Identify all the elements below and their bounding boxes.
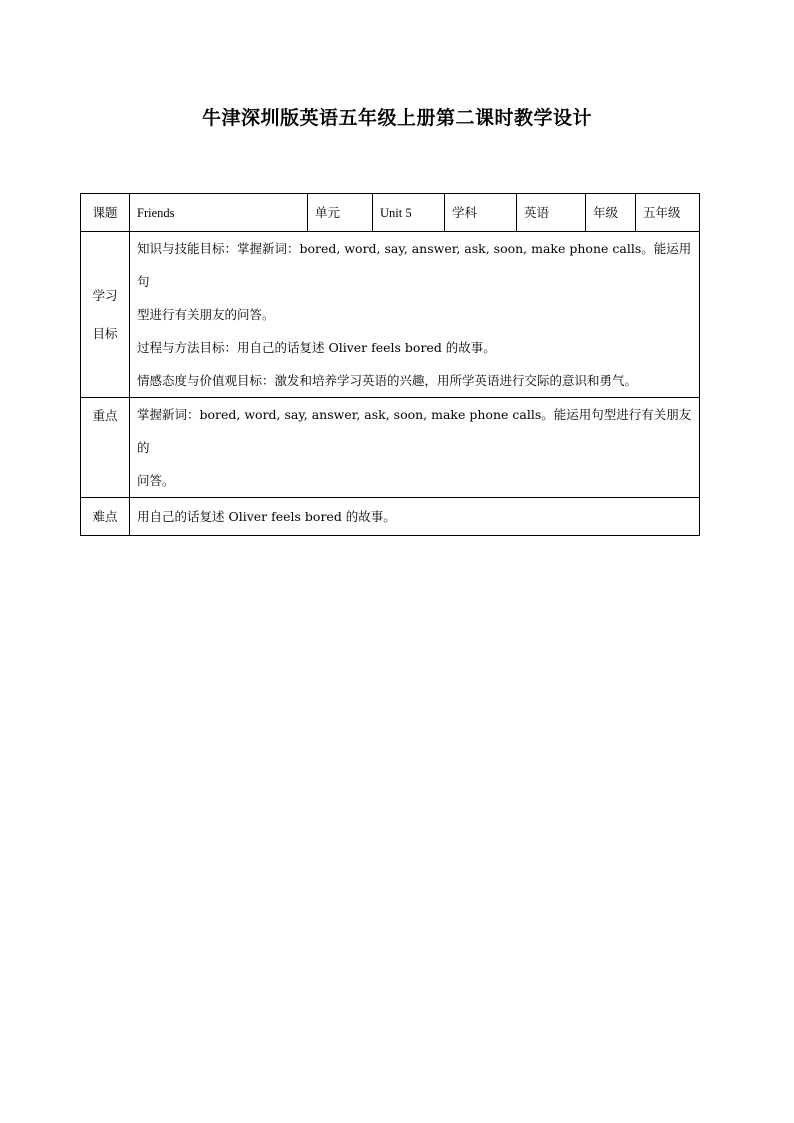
topic-label: 课题 bbox=[81, 194, 130, 232]
key-points-line1: 掌握新词：bored, word, say, answer, ask, soon, make phone calls。能运用句型进行有关朋友的 bbox=[137, 407, 692, 455]
key-points-line2: 问答。 bbox=[137, 473, 175, 488]
key-points-row bbox=[81, 398, 700, 498]
subject-label: 学科 bbox=[445, 194, 517, 232]
subject-value: 英语 bbox=[517, 194, 586, 232]
unit-value: Unit 5 bbox=[373, 194, 445, 232]
goals-row bbox=[81, 232, 700, 398]
knowledge-goal-line1: 知识与技能目标：掌握新词：bored, word, say, answer, ask, soon, make phone calls。能运用句 bbox=[137, 241, 692, 289]
document-title: 牛津深圳版英语五年级上册第二课时教学设计 bbox=[201, 107, 592, 129]
key-points-content bbox=[130, 398, 700, 498]
knowledge-goal-line2: 型进行有关朋友的问答。 bbox=[137, 307, 275, 322]
goals-label-line2: 目标 bbox=[92, 325, 118, 341]
topic-value: Friends bbox=[130, 194, 308, 232]
grade-label: 年级 bbox=[586, 194, 636, 232]
goals-label-line1: 学习 bbox=[92, 287, 118, 303]
difficulties-content: 用自己的话复述 Oliver feels bored 的故事。 bbox=[130, 498, 700, 536]
lesson-plan-table bbox=[80, 193, 700, 536]
goals-content bbox=[130, 232, 700, 398]
header-row bbox=[81, 194, 700, 232]
grade-value: 五年级 bbox=[636, 194, 700, 232]
key-points-label: 重点 bbox=[81, 398, 130, 498]
unit-label: 单元 bbox=[308, 194, 373, 232]
difficulties-label: 难点 bbox=[81, 498, 130, 536]
difficulties-row bbox=[81, 498, 700, 536]
goals-label bbox=[81, 232, 130, 398]
process-goal: 过程与方法目标：用自己的话复述 Oliver feels bored 的故事。 bbox=[137, 340, 496, 355]
emotion-goal: 情感态度与价值观目标：激发和培养学习英语的兴趣，用所学英语进行交际的意识和勇气。 bbox=[137, 373, 638, 388]
